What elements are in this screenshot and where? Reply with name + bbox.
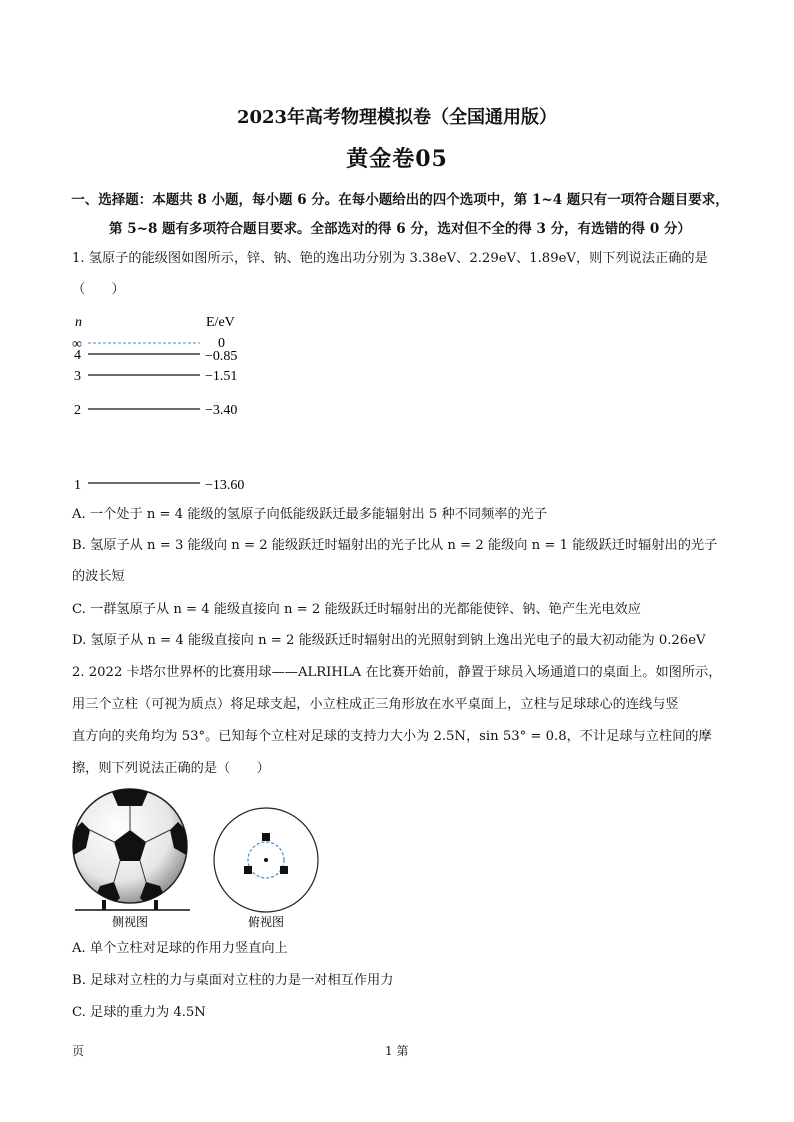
level-n-3: 3 [74,369,81,384]
page-title: 2023年高考物理模拟卷（全国通用版） [236,107,558,128]
level-e-1: −13.60 [205,478,245,493]
q2-option-a: A. 单个立柱对足球的作用力竖直向上 [72,941,288,956]
q1-option-b-line1: B. 氢原子从 n = 3 能级向 n = 2 能级跃迁时辐射出的光子比从 n = 2 能级向 n = 1 能级跃迁时辐射出的光子 [72,538,718,553]
energy-level-diagram [70,312,270,497]
footer-page-number: 1 第 [385,1044,409,1058]
ball-center-dot [264,858,268,862]
q2-stem-line2: 用三个立柱（可视为质点）将足球支起，小立柱成正三角形放在水平桌面上，立柱与足球球心的连线与竖 [72,697,679,712]
post-bottom-left [244,866,252,874]
football-side-view [70,786,200,931]
level-e-4: −0.85 [205,349,238,364]
left-post [102,900,106,910]
q2-option-b: B. 足球对立柱的力与桌面对立柱的力是一对相互作用力 [72,973,394,988]
level-e-infinity: 0 [218,336,225,351]
paper-subtitle: 黄金卷05 [346,146,448,172]
q1-option-d: D. 氢原子从 n = 4 能级直接向 n = 2 能级跃迁时辐射出的光照射到钠上逸出光电子的最大初动能为 0.26eV [72,633,706,648]
q2-option-c: C. 足球的重力为 4.5N [72,1005,206,1020]
football-top-view [212,806,322,932]
level-n-1: 1 [74,478,81,493]
q1-stem-line2: （ ） [72,282,125,297]
q1-option-b-line2: 的波长短 [72,569,125,584]
footer-left: 页 [72,1044,85,1058]
q2-stem-line4: 擦，则下列说法正确的是（ ） [72,761,270,776]
n-axis-label: n [75,315,82,330]
level-e-3: −1.51 [205,369,238,384]
q2-stem-line3: 直方向的夹角均为 53°。已知每个立柱对足球的支持力大小为 2.5N，sin 53° = 0.8，不计足球与立柱间的摩 [72,729,712,744]
section-instruction-line2: 第 5~8 题有多项符合题目要求。全部选对的得 6 分，选对但不全的得 3 分，有选错的得 0 分） [109,221,691,237]
level-n-infinity: ∞ [72,337,82,352]
top-view-label: 俯视图 [248,915,285,929]
q1-stem-line1: 1. 氢原子的能级图如图所示，锌、钠、铯的逸出功分别为 3.38eV、2.29eV、1.89eV，则下列说法正确的是 [72,251,708,266]
side-view-label: 侧视图 [112,915,149,929]
level-e-2: −3.40 [205,403,238,418]
section-instruction-line1: 一、选择题：本题共 8 小题，每小题 6 分。在每小题给出的四个选项中，第 1~4 题只有一项符合题目要求， [71,192,729,208]
post-bottom-right [280,866,288,874]
energy-axis-label: E/eV [206,315,235,330]
q2-stem-line1: 2. 2022 卡塔尔世界杯的比赛用球——ALRIHLA 在比赛开始前，静置于球员入场通道口的桌面上。如图所示， [72,665,722,680]
q1-option-c: C. 一群氢原子从 n = 4 能级直接向 n = 2 能级跃迁时辐射出的光都能使锌、钠、铯产生光电效应 [72,602,641,617]
right-post [154,900,158,910]
post-top [262,833,270,841]
level-n-4: 4 [74,348,81,363]
q1-option-a: A. 一个处于 n = 4 能级的氢原子向低能级跃迁最多能辐射出 5 种不同频率的光子 [72,507,548,522]
level-n-2: 2 [74,403,81,418]
